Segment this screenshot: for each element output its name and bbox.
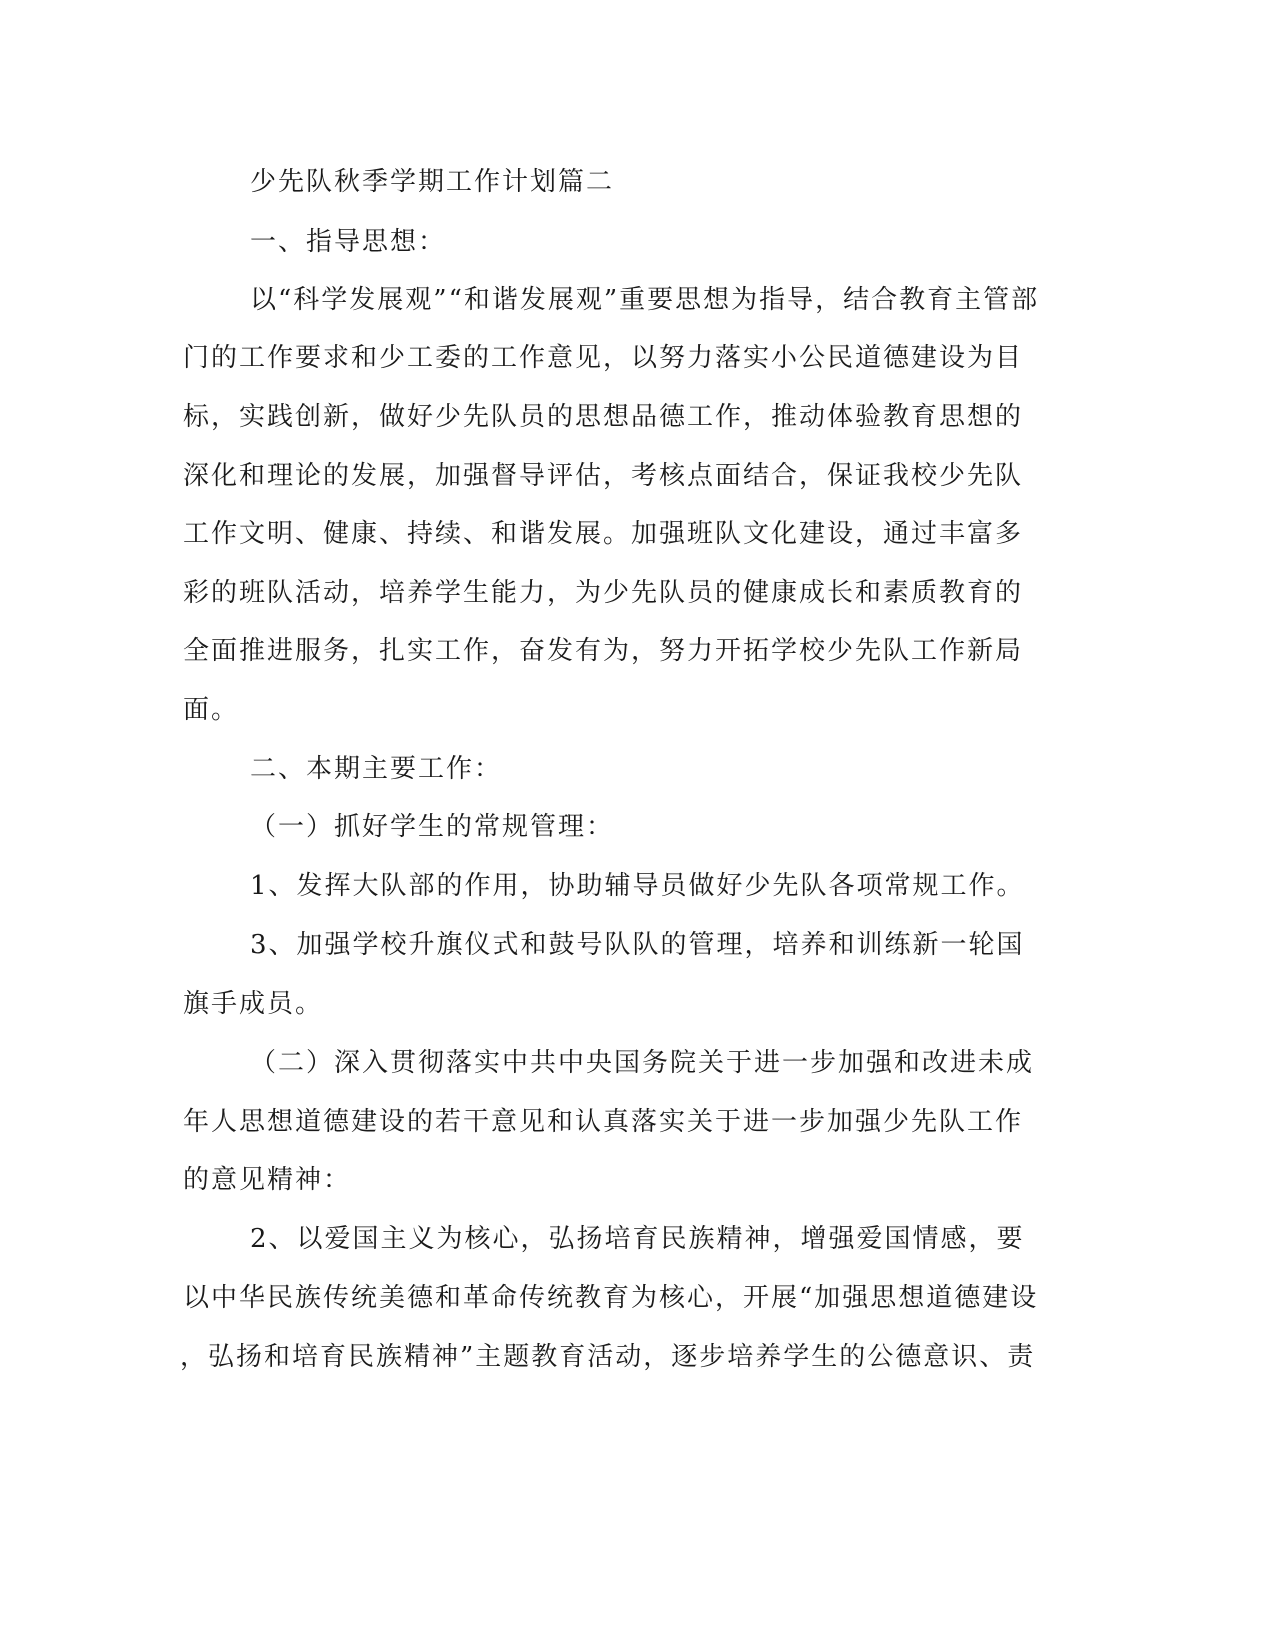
section-heading-guiding-thought: 一、指导思想： xyxy=(250,227,447,257)
section-heading-main-work: 二、本期主要工作： xyxy=(250,754,503,784)
paragraph-line: 深化和理论的发展，加强督导评估，考核点面结合，保证我校少先队 xyxy=(183,461,1024,491)
list-item-line: 2、以爱国主义为核心，弘扬培育民族精神，增强爱国情感，要 xyxy=(250,1224,1025,1254)
paragraph-line: 以“科学发展观”“和谐发展观”重要思想为指导，结合教育主管部 xyxy=(250,285,1040,315)
paragraph-line: 面。 xyxy=(183,695,240,725)
list-item-line: 以中华民族传统美德和革命传统教育为核心，开展“加强思想道德建设 xyxy=(183,1283,1039,1313)
paragraph-line: 彩的班队活动，培养学生能力，为少先队员的健康成长和素质教育的 xyxy=(183,578,1024,608)
paragraph-line: 工作文明、健康、持续、和谐发展。加强班队文化建设，通过丰富多 xyxy=(183,519,1024,549)
subsection-heading-line: （二）深入贯彻落实中共中央国务院关于进一步加强和改进未成 xyxy=(250,1048,1035,1078)
list-item-line: 旗手成员。 xyxy=(183,989,324,1019)
list-item: 1、发挥大队部的作用，协助辅导员做好少先队各项常规工作。 xyxy=(250,871,1025,901)
paragraph-line: 全面推进服务，扎实工作，奋发有为，努力开拓学校少先队工作新局 xyxy=(183,636,1024,666)
list-item-line: 3、加强学校升旗仪式和鼓号队队的管理，培养和训练新一轮国 xyxy=(250,930,1025,960)
document-title: 少先队秋季学期工作计划篇二 xyxy=(250,167,615,197)
subsection-heading-line: 年人思想道德建设的若干意见和认真落实关于进一步加强少先队工作 xyxy=(183,1107,1024,1137)
subsection-heading-line: 的意见精神： xyxy=(183,1165,352,1195)
subsection-heading-routine-management: （一）抓好学生的常规管理： xyxy=(250,812,615,842)
list-item-line: ，弘扬和培育民族精神”主题教育活动，逐步培养学生的公德意识、责 xyxy=(180,1342,1036,1372)
paragraph-line: 标，实践创新，做好少先队员的思想品德工作，推动体验教育思想的 xyxy=(183,402,1024,432)
paragraph-line: 门的工作要求和少工委的工作意见，以努力落实小公民道德建设为目 xyxy=(183,343,1024,373)
